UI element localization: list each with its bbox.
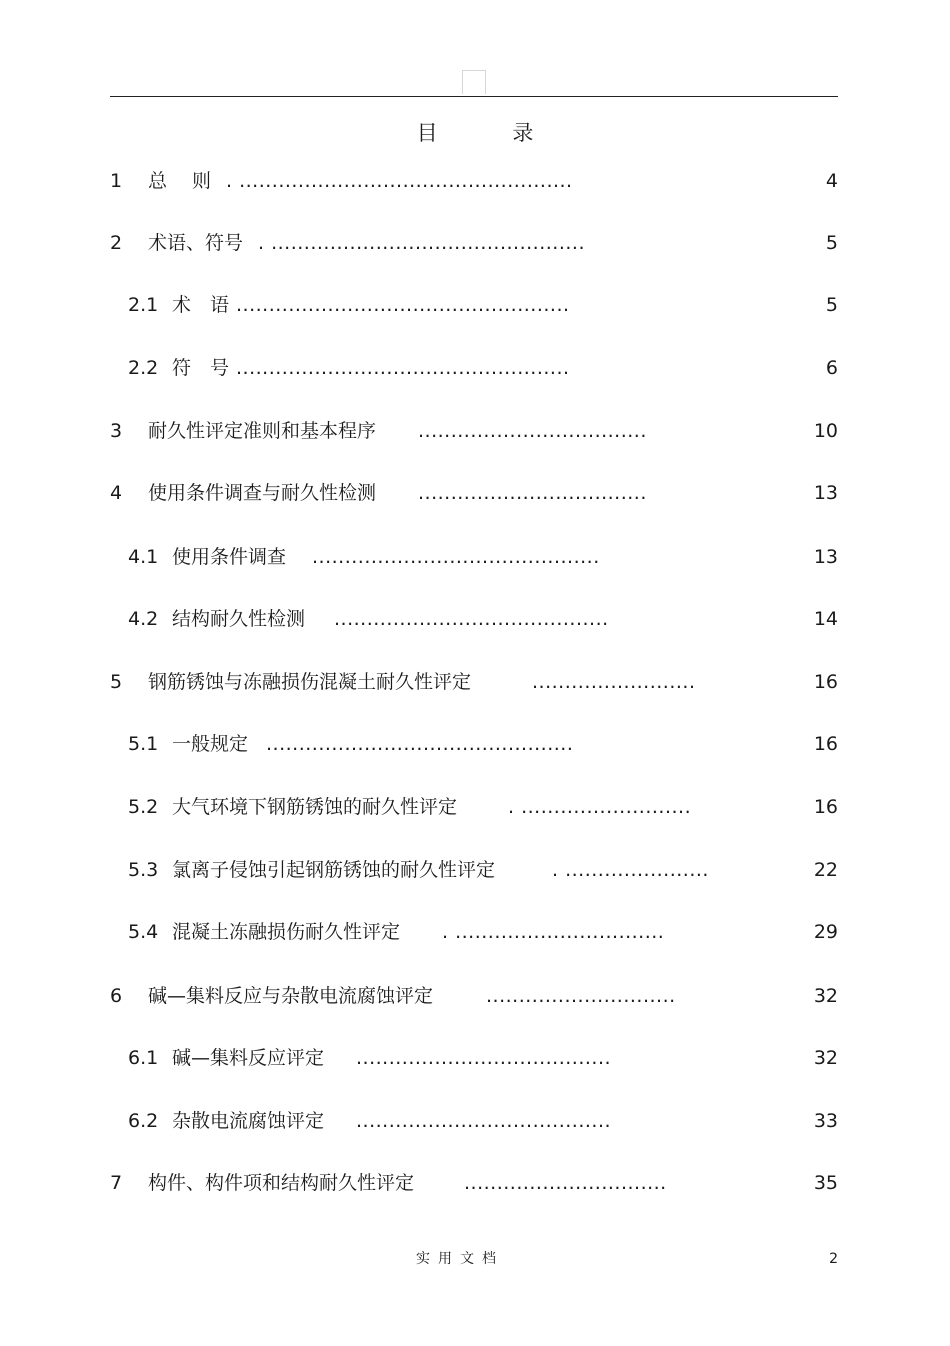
toc-entry-title: 构件、构件项和结构耐久性评定 xyxy=(148,1172,415,1194)
toc-leader-dots: . ................................ xyxy=(442,921,665,943)
toc-entry-number: 4 xyxy=(110,482,123,504)
toc-entry-page: 32 xyxy=(813,985,838,1007)
toc-entry-title: 大气环境下钢筋锈蚀的耐久性评定 xyxy=(172,796,458,818)
toc-entry[interactable] xyxy=(110,542,838,572)
toc-entry-page: 22 xyxy=(813,859,838,881)
toc-entry[interactable] xyxy=(110,604,838,634)
toc-entry-number: 7 xyxy=(110,1172,123,1194)
toc-leader-dots: ................................... xyxy=(418,482,647,504)
toc-entry-page: 35 xyxy=(813,1172,838,1194)
toc-leader-dots: ....................................... xyxy=(356,1110,612,1132)
toc-entry[interactable] xyxy=(110,981,838,1011)
toc-entry[interactable] xyxy=(110,1106,838,1136)
toc-entry-number: 5.3 xyxy=(128,859,159,881)
toc-entry[interactable] xyxy=(110,228,838,258)
toc-entry-number: 4.1 xyxy=(128,546,159,568)
toc-entry-title: 结构耐久性检测 xyxy=(172,608,306,630)
footer-page-number: 2 xyxy=(829,1251,838,1267)
header-rule xyxy=(110,96,838,97)
toc-entry-number: 5.4 xyxy=(128,921,159,943)
toc-entry-title: 一般规定 xyxy=(172,733,249,755)
toc-entry-title: 钢筋锈蚀与冻融损伤混凝土耐久性评定 xyxy=(148,671,472,693)
toc-entry-title: 杂散电流腐蚀评定 xyxy=(172,1110,325,1132)
toc-entry-number: 2 xyxy=(110,232,123,254)
toc-entry-title: 碱—集料反应评定 xyxy=(172,1047,325,1069)
toc-entry-page: 5 xyxy=(825,294,838,316)
toc-entry-page: 33 xyxy=(813,1110,838,1132)
toc-entry-number: 5.1 xyxy=(128,733,159,755)
toc-entry-page: 13 xyxy=(813,546,838,568)
toc-leader-dots: . ................................................ xyxy=(258,232,585,254)
toc-leader-dots: ............................... xyxy=(464,1172,667,1194)
header-mark xyxy=(462,70,486,94)
toc-entry-page: 4 xyxy=(825,170,838,192)
toc-entry-number: 5 xyxy=(110,671,123,693)
toc-entry[interactable] xyxy=(110,917,838,947)
toc-entry[interactable] xyxy=(110,1043,838,1073)
toc-leader-dots: ............................. xyxy=(486,985,676,1007)
toc-leader-dots: ................................................... xyxy=(236,294,570,316)
toc-leader-dots: .......................................... xyxy=(334,608,609,630)
toc-entry-title: 氯离子侵蚀引起钢筋锈蚀的耐久性评定 xyxy=(172,859,496,881)
toc-entry[interactable] xyxy=(110,166,838,196)
footer-text: 实用文档 xyxy=(416,1251,504,1267)
toc-entry-page: 32 xyxy=(813,1047,838,1069)
toc-entry-title: 碱—集料反应与杂散电流腐蚀评定 xyxy=(148,985,434,1007)
toc-leader-dots: ............................................... xyxy=(266,733,574,755)
toc-entry[interactable] xyxy=(110,1168,838,1198)
toc-entry[interactable] xyxy=(110,667,838,697)
toc-leader-dots: ....................................... xyxy=(356,1047,612,1069)
toc-entry[interactable] xyxy=(110,729,838,759)
toc-entry-page: 13 xyxy=(813,482,838,504)
toc-title: 目 录 xyxy=(416,121,568,145)
toc-entry-title: 混凝土冻融损伤耐久性评定 xyxy=(172,921,401,943)
toc-entry-title: 使用条件调查 xyxy=(172,546,287,568)
toc-leader-dots: ................................................... xyxy=(236,357,570,379)
toc-leader-dots: ............................................ xyxy=(312,546,600,568)
toc-entry-page: 10 xyxy=(813,420,838,442)
toc-entry-number: 6.1 xyxy=(128,1047,159,1069)
toc-entry[interactable] xyxy=(110,792,838,822)
toc-entry-number: 5.2 xyxy=(128,796,159,818)
toc-entry[interactable] xyxy=(110,353,838,383)
toc-entry-title: 耐久性评定准则和基本程序 xyxy=(148,420,377,442)
toc-entry-page: 16 xyxy=(813,671,838,693)
toc-entry-number: 1 xyxy=(110,170,123,192)
toc-entry-title: 术 语 xyxy=(172,294,230,316)
toc-entry-page: 16 xyxy=(813,796,838,818)
toc-entry[interactable] xyxy=(110,855,838,885)
toc-entry-page: 16 xyxy=(813,733,838,755)
toc-entry[interactable] xyxy=(110,416,838,446)
toc-entry-page: 6 xyxy=(825,357,838,379)
toc-entry-number: 4.2 xyxy=(128,608,159,630)
toc-entry-page: 29 xyxy=(813,921,838,943)
toc-entry-title: 符 号 xyxy=(172,357,230,379)
toc-entry-number: 6 xyxy=(110,985,123,1007)
toc-leader-dots: ......................... xyxy=(532,671,696,693)
toc-entry-page: 5 xyxy=(825,232,838,254)
toc-leader-dots: . .......................... xyxy=(508,796,692,818)
toc-entry-number: 3 xyxy=(110,420,123,442)
toc-leader-dots: . ...................... xyxy=(552,859,709,881)
toc-entry-page: 14 xyxy=(813,608,838,630)
toc-leader-dots: . ................................................... xyxy=(226,170,573,192)
toc-leader-dots: ................................... xyxy=(418,420,647,442)
toc-entry-title: 总 则 xyxy=(148,170,212,192)
toc-entry-number: 2.1 xyxy=(128,294,159,316)
toc-entry-number: 2.2 xyxy=(128,357,159,379)
toc-entry-title: 使用条件调查与耐久性检测 xyxy=(148,482,377,504)
toc-entry-title: 术语、符号 xyxy=(148,232,244,254)
toc-entry[interactable] xyxy=(110,478,838,508)
toc-entry-number: 6.2 xyxy=(128,1110,159,1132)
toc-entry[interactable] xyxy=(110,290,838,320)
